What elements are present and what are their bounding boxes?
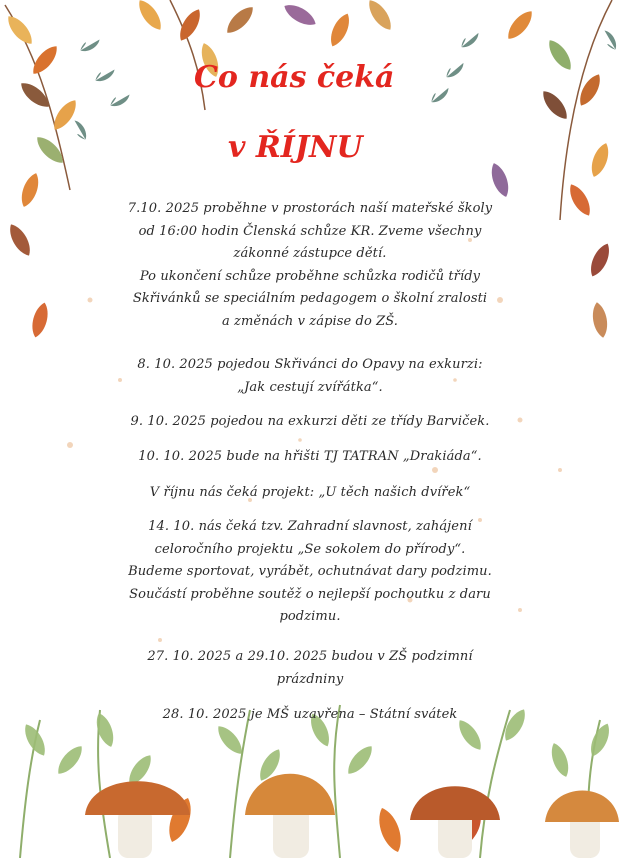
text-line: prázdniny <box>276 671 344 687</box>
text-line: 14. 10. nás čeká tzv. Zahradní slavnost, zahájení <box>148 519 472 534</box>
text-line: 8. 10. 2025 pojedou Skřivánci do Opavy na exkurzi: <box>137 357 483 372</box>
text-line: „Jak cestují zvířátka“. <box>237 379 383 395</box>
text-line: 28. 10. 2025 je MŠ uzavřena – Státní svátek <box>162 707 458 722</box>
text-line: celoročního projektu „Se sokolem do přírody“. <box>154 541 466 557</box>
text-line: 10. 10. 2025 bude na hřišti TJ TATRAN „Drakiáda“. <box>138 449 482 464</box>
text-line: Po ukončení schůze proběhne schůzka rodičů třídy <box>139 268 481 284</box>
text-line: podzimu. <box>279 609 341 624</box>
text-line: od 16:00 hodin Členská schůze KR. Zveme všechny <box>138 223 482 239</box>
text-line: zákonné zástupce dětí. <box>233 246 387 261</box>
text-line: V říjnu nás čeká projekt: „U těch našich dvířek“ <box>149 485 471 500</box>
mushroom-center <box>245 774 335 858</box>
event-opava-excursion <box>60 354 560 399</box>
text-line: Budeme sportovat, vyrábět, ochutnávat dary podzimu. <box>128 564 492 579</box>
bottom-plants <box>20 705 614 858</box>
mushrooms <box>85 774 619 858</box>
event-members-meeting <box>60 198 560 333</box>
text-line: 7.10. 2025 proběhne v prostorách naší mateřské školy <box>127 201 493 216</box>
text-line: Skřivánků se speciálním pedagogem o školní zralosti <box>132 291 488 306</box>
mushroom-right-center <box>410 786 500 858</box>
event-project <box>60 482 560 505</box>
event-garden-festival <box>60 516 560 629</box>
text-line: 27. 10. 2025 a 29.10. 2025 budou v ZŠ podzimní <box>147 649 473 664</box>
event-autumn-holidays <box>60 646 560 691</box>
title-line-1: Co nás čeká <box>194 60 395 95</box>
text-line: 9. 10. 2025 pojedou na exkurzi děti ze třídy Barviček. <box>130 414 490 429</box>
text-line: a změnách v zápise do ZŠ. <box>221 313 399 329</box>
event-drakiada <box>60 446 560 469</box>
title-line-2: v ŘÍJNU <box>228 130 363 165</box>
text-line: Součástí proběhne soutěž o nejlepší pochoutku z daru <box>129 586 491 602</box>
event-barvicek-excursion <box>60 411 560 434</box>
event-state-holiday <box>60 704 560 727</box>
mushroom-right <box>545 791 619 858</box>
